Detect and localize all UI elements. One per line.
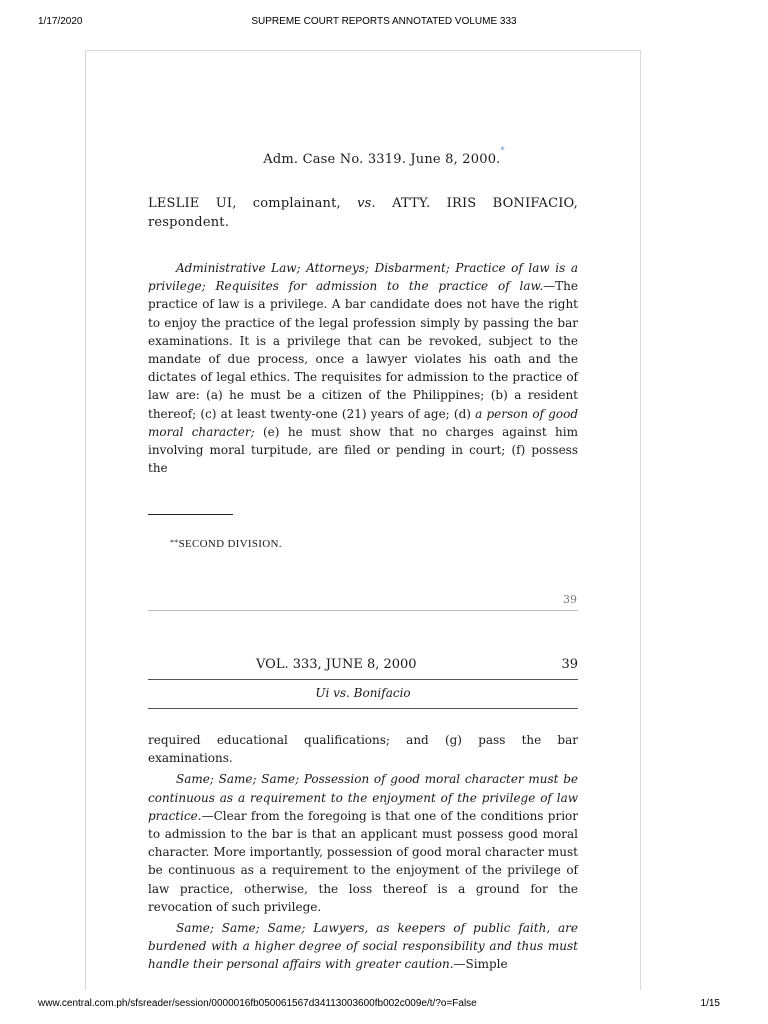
syllabus-2-text: —Clear from the foregoing is that one of the conditions prior to admission to the bar is that an applicant must possess good moral character. More importantly, possession of good moral character must be continuous as a requirement to the enjoyment of the privilege of law practice, otherwise, the loss thereof is a ground for the revocation of such privilege. xyxy=(148,808,578,914)
page-39-body xyxy=(148,731,578,974)
syllabus-paragraph-1 xyxy=(148,259,578,477)
footnote-reference-link[interactable]: * xyxy=(500,146,505,155)
case-caption: Ui vs. Bonifacio xyxy=(315,686,411,700)
page-url: www.central.com.ph/sfsreader/session/0000016fb050061567d34113003600fb002c009e/t/?o=False xyxy=(38,998,477,1009)
parties-respondent: ATTY. IRIS BONIFACIO, respondent. xyxy=(148,196,578,230)
print-page-count: 1/15 xyxy=(700,998,720,1009)
running-head-rule-top xyxy=(148,679,578,680)
running-head-rule-bottom xyxy=(148,708,578,709)
parties-complainant: LESLIE UI, complainant, xyxy=(148,196,358,211)
syllabus-1-italic-b: a person of good moral character; xyxy=(148,406,578,439)
running-head-page: 39 xyxy=(561,657,578,672)
browser-print-header xyxy=(0,0,768,40)
document-title: SUPREME COURT REPORTS ANNOTATED VOLUME 333 xyxy=(251,16,517,27)
case-title-text: Adm. Case No. 3319. June 8, 2000. xyxy=(263,152,501,167)
print-date: 1/17/2020 xyxy=(38,16,83,27)
footnote-text: SECOND DIVISION. xyxy=(178,538,282,550)
syllabus-paragraph-2 xyxy=(148,770,578,916)
syllabus-paragraph-3 xyxy=(148,919,578,974)
browser-print-footer xyxy=(0,992,768,1024)
page-number-bottom: 39 xyxy=(563,593,577,606)
case-title xyxy=(0,146,768,167)
syllabus-1-headnote: Administrative Law; Attorneys; Disbarment; Practice of law is a privilege; Requisites for admission to the practice of law. xyxy=(148,261,578,294)
footnote-divider xyxy=(148,514,233,515)
footnote xyxy=(170,538,282,550)
syllabus-1-text-a: —The practice of law is a privilege. A bar candidate does not have the right to enjoy the practice of the legal profession simply by passing the bar examinations. It is a privilege that can be revoked, subject to the mandate of due process, once a lawyer violates his oath and the dictates of legal ethics. The requisites for admission to the practice of law are: (a) he must be a citizen of the Philippines; (b) a resident thereof; (c) at least twenty-one (21) years of age; (d) xyxy=(148,279,578,421)
syllabus-2-headnote: Same; Same; Same; Possession of good moral character must be continuous as a requirement to the enjoyment of the privilege of law practice. xyxy=(148,772,578,823)
running-head-volume: VOL. 333, JUNE 8, 2000 xyxy=(256,657,417,672)
parties-versus: vs. xyxy=(357,196,376,211)
case-parties xyxy=(148,194,578,232)
syllabus-3-headnote: Same; Same; Same; Lawyers, as keepers of public faith, are burdened with a higher degree of social responsibility and thus must handle their personal affairs with greater caution. xyxy=(148,921,578,972)
footnote-mark: ** xyxy=(170,538,179,547)
syllabus-3-text: —Simple xyxy=(453,957,508,972)
page-end-divider xyxy=(148,610,578,611)
syllabus-1-text-b: (e) he must show that no charges against him involving moral turpitude, are filed or pending in court; (f) possess the xyxy=(148,424,578,476)
continuation-paragraph: required educational qualifications; and (g) pass the bar examinations. xyxy=(148,733,578,766)
